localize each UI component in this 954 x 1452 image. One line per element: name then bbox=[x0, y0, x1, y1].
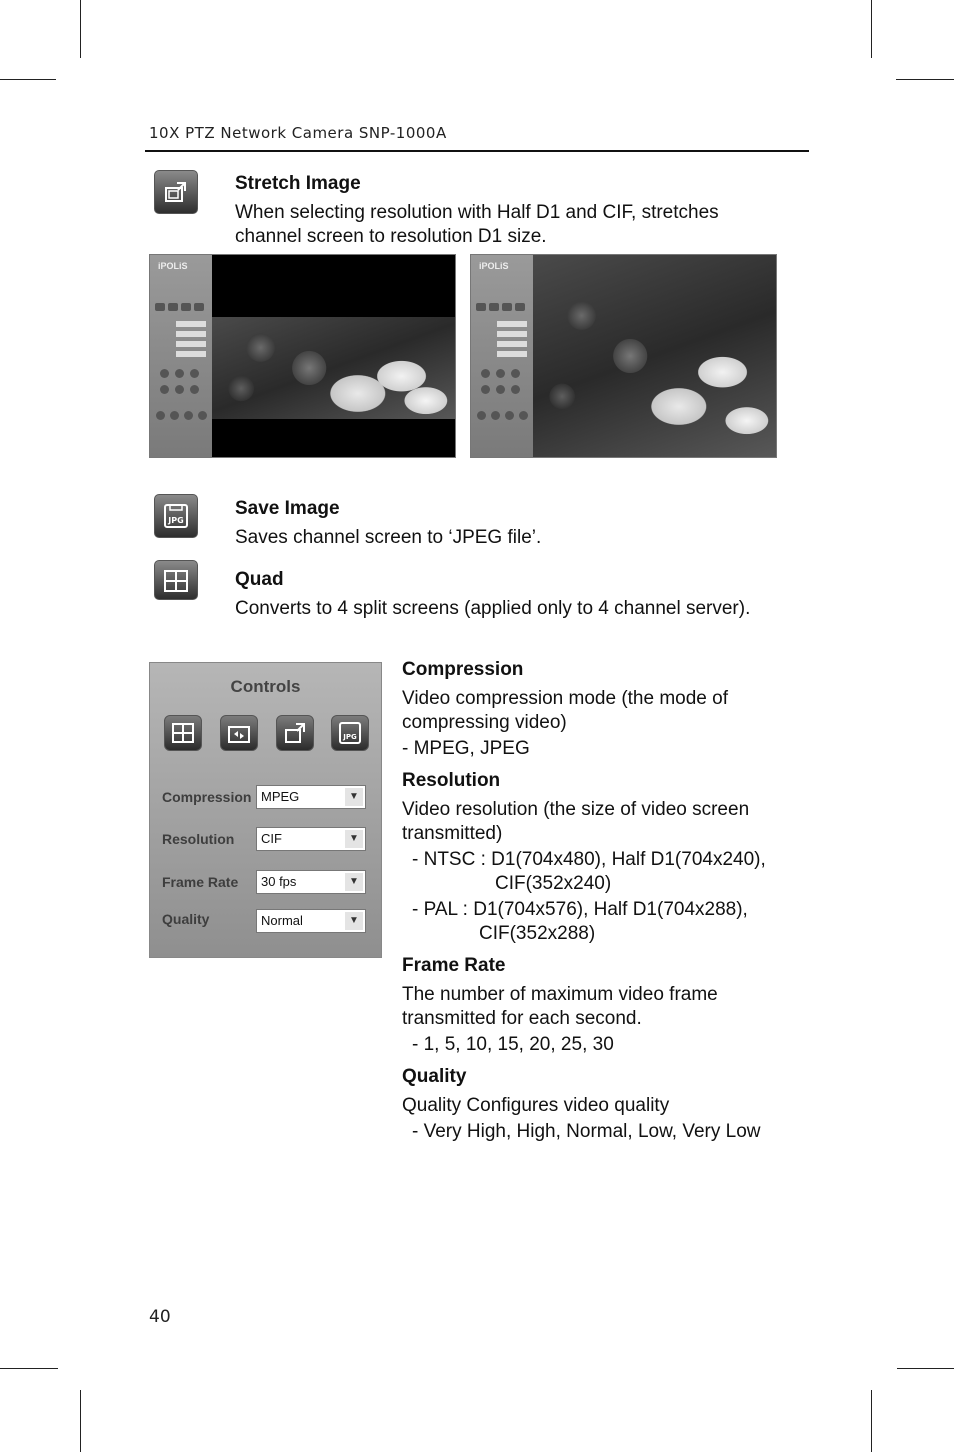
page-number: 40 bbox=[149, 1307, 171, 1327]
flower-video-image bbox=[212, 317, 455, 419]
resolution-desc-line1: Video resolution (the size of video screen bbox=[402, 799, 750, 820]
control-button bbox=[194, 303, 204, 311]
letterbox-bottom bbox=[212, 419, 455, 457]
select-field bbox=[176, 321, 206, 327]
frame-rate-desc-line2: transmitted for each second. bbox=[402, 1008, 642, 1029]
control-button bbox=[155, 303, 165, 311]
select-field bbox=[497, 321, 527, 327]
quad-desc: Converts to 4 split screens (applied only to 4 channel server). bbox=[235, 598, 751, 619]
ptz-button bbox=[156, 411, 165, 420]
ptz-button bbox=[477, 411, 486, 420]
save-image-title: Save Image bbox=[235, 498, 340, 519]
resolution-desc-line2: transmitted) bbox=[402, 823, 503, 844]
resolution-ntsc: - NTSC : D1(704x480), Half D1(704x240), bbox=[412, 849, 766, 870]
ptz-button bbox=[198, 411, 207, 420]
crop-mark bbox=[80, 0, 81, 58]
header-rule bbox=[145, 150, 809, 152]
control-button bbox=[476, 303, 486, 311]
resolution-select bbox=[256, 827, 366, 851]
frame-rate-title: Frame Rate bbox=[402, 955, 506, 976]
ptz-button bbox=[496, 385, 505, 394]
select-field bbox=[497, 341, 527, 347]
compression-title: Compression bbox=[402, 659, 524, 680]
ptz-button bbox=[160, 385, 169, 394]
crop-mark bbox=[871, 0, 872, 58]
frame-rate-label: Frame Rate bbox=[162, 874, 239, 890]
ptz-button bbox=[190, 369, 199, 378]
refresh-button bbox=[220, 715, 258, 751]
select-field bbox=[497, 331, 527, 337]
quad-title: Quad bbox=[235, 569, 284, 590]
chevron-down-icon: ▼ bbox=[345, 830, 363, 848]
chevron-down-icon: ▼ bbox=[345, 788, 363, 806]
video-area bbox=[212, 255, 455, 457]
stretch-image-desc-line2: channel screen to resolution D1 size. bbox=[235, 226, 547, 247]
ptz-button bbox=[175, 385, 184, 394]
controls-panel-screenshot bbox=[149, 662, 382, 958]
quad-icon bbox=[154, 560, 198, 600]
select-field bbox=[497, 351, 527, 357]
crop-mark bbox=[0, 79, 56, 80]
letterbox-top bbox=[212, 255, 455, 317]
quad-button bbox=[164, 715, 202, 751]
crop-mark bbox=[897, 1368, 954, 1369]
crop-mark bbox=[80, 1390, 81, 1452]
chevron-down-icon: ▼ bbox=[345, 912, 363, 930]
video-area bbox=[533, 255, 776, 457]
quality-options: - Very High, High, Normal, Low, Very Low bbox=[412, 1121, 761, 1142]
ptz-button bbox=[496, 369, 505, 378]
select-field bbox=[176, 341, 206, 347]
quality-value: Normal bbox=[261, 913, 303, 928]
compression-desc-line1: Video compression mode (the mode of bbox=[402, 688, 728, 709]
quality-desc: Quality Configures video quality bbox=[402, 1095, 670, 1116]
ptz-button bbox=[190, 385, 199, 394]
control-button bbox=[502, 303, 512, 311]
compression-label: Compression bbox=[162, 789, 252, 805]
stretch-button bbox=[276, 715, 314, 751]
screenshot-after-stretch bbox=[470, 254, 777, 458]
resolution-title: Resolution bbox=[402, 770, 501, 791]
ptz-button bbox=[511, 385, 520, 394]
resolution-pal-cont: CIF(352x288) bbox=[479, 923, 596, 944]
resolution-ntsc-cont: CIF(352x240) bbox=[495, 873, 612, 894]
quality-label: Quality bbox=[162, 911, 210, 927]
resolution-pal: - PAL : D1(704x576), Half D1(704x288), bbox=[412, 899, 748, 920]
controls-title: Controls bbox=[230, 677, 301, 696]
quality-select bbox=[256, 909, 366, 933]
save-image-desc: Saves channel screen to ‘JPEG file’. bbox=[235, 527, 542, 548]
ptz-button bbox=[184, 411, 193, 420]
quality-title: Quality bbox=[402, 1066, 467, 1087]
control-button bbox=[181, 303, 191, 311]
ptz-button bbox=[519, 411, 528, 420]
stretch-icon bbox=[154, 170, 198, 214]
ptz-button bbox=[175, 369, 184, 378]
stretch-image-title: Stretch Image bbox=[235, 173, 361, 194]
ptz-button bbox=[481, 385, 490, 394]
frame-rate-value: 30 fps bbox=[261, 874, 297, 889]
jpg-save-icon bbox=[154, 494, 198, 538]
jpg-icon-text: JPG bbox=[168, 516, 184, 525]
crop-mark bbox=[871, 1390, 872, 1452]
ipolis-logo: iPOLiS bbox=[158, 261, 188, 271]
save-jpg-button bbox=[331, 715, 369, 751]
frame-rate-options: - 1, 5, 10, 15, 20, 25, 30 bbox=[412, 1034, 614, 1055]
select-field bbox=[176, 331, 206, 337]
compression-value: MPEG bbox=[261, 789, 300, 804]
ipolis-logo: iPOLiS bbox=[479, 261, 509, 271]
ptz-button bbox=[481, 369, 490, 378]
compression-select bbox=[256, 785, 366, 809]
running-header: 10X PTZ Network Camera SNP-1000A bbox=[149, 124, 447, 142]
ptz-button bbox=[160, 369, 169, 378]
control-button bbox=[515, 303, 525, 311]
crop-mark bbox=[0, 1368, 58, 1369]
frame-rate-select bbox=[256, 870, 366, 894]
flower-video-image bbox=[533, 255, 776, 457]
control-button bbox=[489, 303, 499, 311]
jpg-icon-text: JPG bbox=[343, 733, 357, 741]
crop-mark bbox=[896, 79, 954, 80]
frame-rate-desc-line1: The number of maximum video frame bbox=[402, 984, 718, 1005]
control-button bbox=[168, 303, 178, 311]
stretch-image-desc-line1: When selecting resolution with Half D1 and CIF, stretches bbox=[235, 202, 719, 223]
compression-options: - MPEG, JPEG bbox=[402, 738, 530, 759]
select-field bbox=[176, 351, 206, 357]
viewer-sidebar bbox=[150, 255, 212, 457]
resolution-label: Resolution bbox=[162, 831, 235, 847]
resolution-value: CIF bbox=[261, 831, 282, 846]
screenshot-before-stretch bbox=[149, 254, 456, 458]
chevron-down-icon: ▼ bbox=[345, 873, 363, 891]
ptz-button bbox=[170, 411, 179, 420]
ptz-button bbox=[505, 411, 514, 420]
compression-desc-line2: compressing video) bbox=[402, 712, 567, 733]
viewer-sidebar bbox=[471, 255, 533, 457]
ptz-button bbox=[491, 411, 500, 420]
ptz-button bbox=[511, 369, 520, 378]
